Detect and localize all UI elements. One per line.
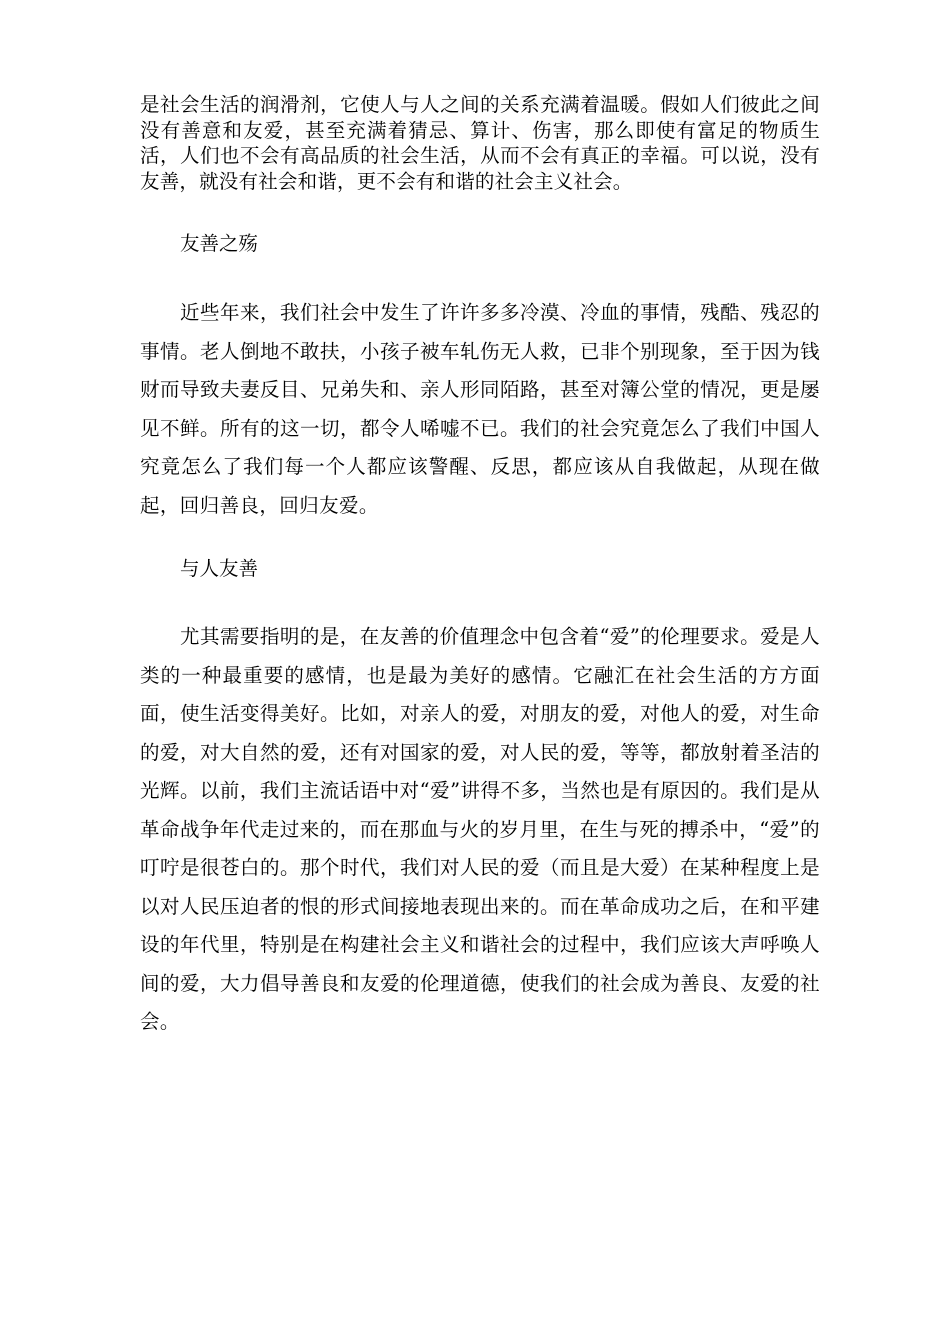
body-paragraph-1: 是社会生活的润滑剂，它使人与人之间的关系充满着温暖。假如人们彼此之间没有善意和友爱，甚至充满着猜忌、算计、伤害，那么即使有富足的物质生活，人们也不会有高品质的社会生活，从而不会有真正的幸福。可以说，没有友善，就没有社会和谐，更不会有和谐的社会主义社会。 bbox=[140, 93, 820, 193]
section-heading-1: 友善之殇 bbox=[180, 232, 259, 255]
body-paragraph-2: 近些年来，我们社会中发生了许许多多冷漠、冷血的事情，残酷、残忍的事情。老人倒地不敢扶，小孩子被车轧伤无人救，已非个别现象，至于因为钱财而导致夫妻反目、兄弟失和、亲人形同陌路，甚至对簿公堂的情况，更是屡见不鲜。所有的这一切，都令人唏嘘不已。我们的社会究竟怎么了我们中国人究竟怎么了我们每一个人都应该警醒、反思，都应该从自我做起，从现在做起，回归善良，回归友爱。 bbox=[140, 301, 820, 517]
document-page bbox=[140, 92, 820, 1042]
body-paragraph-3: 尤其需要指明的是，在友善的价值理念中包含着“爱”的伦理要求。爱是人类的一种最重要的感情，也是最为美好的感情。它融汇在社会生活的方方面面，使生活变得美好。比如，对亲人的爱，对朋友的爱，对他人的爱，对生命的爱，对大自然的爱，还有对国家的爱，对人民的爱，等等，都放射着圣洁的光辉。以前，我们主流话语中对“爱”讲得不多，当然也是有原因的。我们是从革命战争年代走过来的，而在那血与火的岁月里，在生与死的搏杀中，“爱”的叮咛是很苍白的。那个时代，我们对人民的爱（而且是大爱）在某种程度上是以对人民压迫者的恨的形式间接地表现出来的。而在革命成功之后，在和平建设的年代里，特别是在构建社会主义和谐社会的过程中，我们应该大声呼唤人间的爱，大力倡导善良和友爱的伦理道德，使我们的社会成为善良、友爱的社会。 bbox=[140, 625, 820, 1033]
section-heading-2: 与人友善 bbox=[180, 557, 259, 580]
